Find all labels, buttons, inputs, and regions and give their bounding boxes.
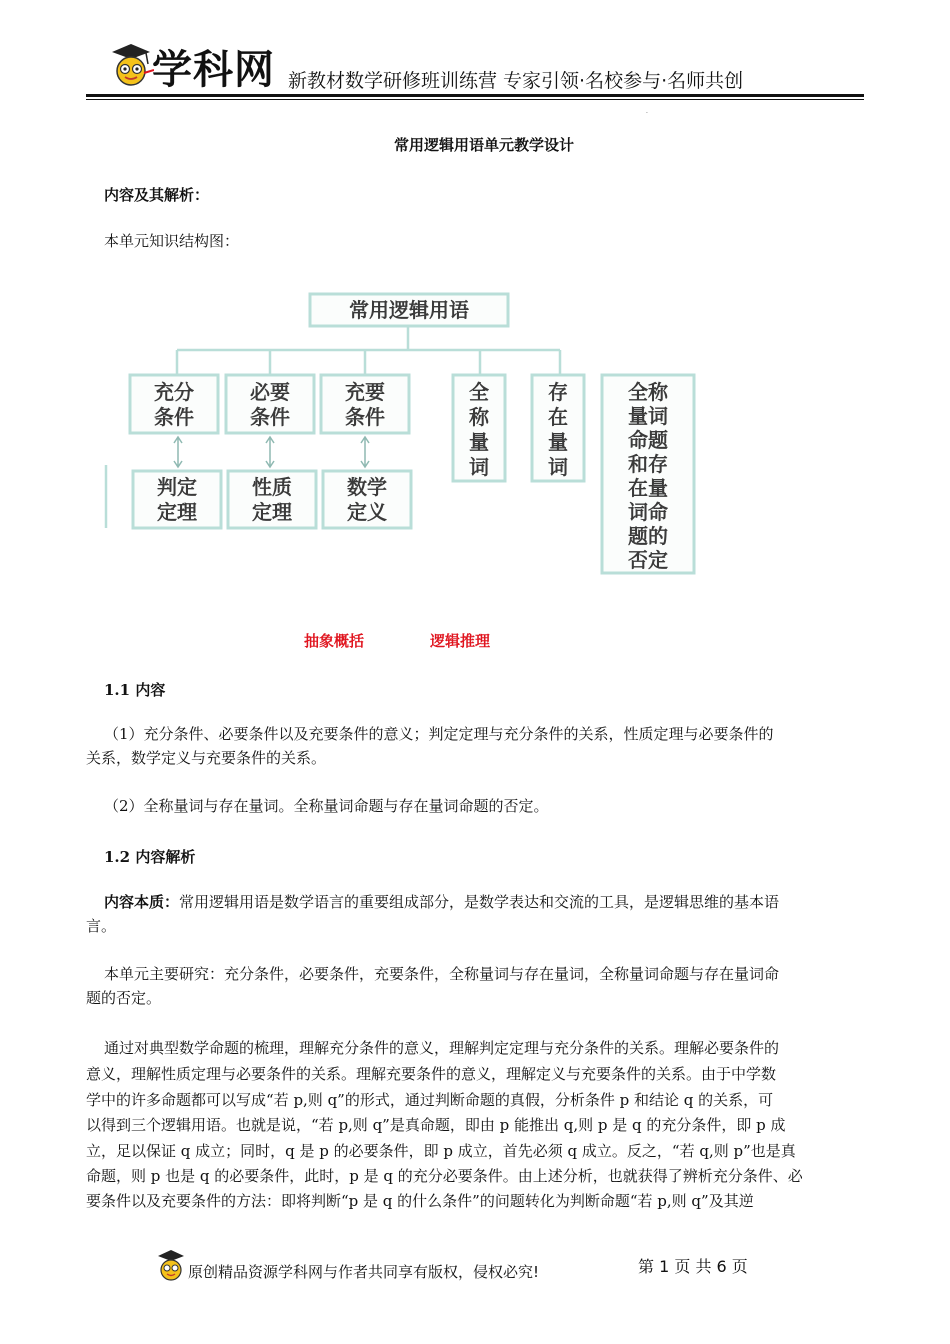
diagram-node-property-theorem xyxy=(228,471,316,528)
knowledge-structure-diagram xyxy=(102,280,728,596)
node-negation-l3: 命题 xyxy=(628,428,668,452)
diagram-node-existential xyxy=(532,375,584,481)
node-necessary-l2: 条件 xyxy=(250,405,290,429)
node-iff-l1: 充要 xyxy=(345,380,385,404)
node-universal-c2: 称 xyxy=(469,405,489,429)
node-universal-c1: 全 xyxy=(469,380,489,404)
diagram-node-judge-theorem xyxy=(133,471,221,528)
node-negation-l4: 和存 xyxy=(628,452,668,476)
node-negation-l7: 题的 xyxy=(628,524,668,548)
diagram-node-negation xyxy=(602,375,694,573)
content-item-2: （2）全称量词与存在量词。全称量词命题与存在量词命题的否定。 xyxy=(104,797,549,815)
node-sufficient-l2: 条件 xyxy=(154,405,194,429)
node-sufficient-l1: 充分 xyxy=(154,380,194,404)
section-heading-content: 内容及其解析： xyxy=(104,186,210,204)
para-line-5: 立，足以保证 q 成立；同时，q 是 p 的必要条件，即 p 成立，首先必须 q 成立。反之，“若 q,则 p”也是真 xyxy=(86,1142,796,1160)
study-line1: 本单元主要研究：充分条件，必要条件，充要条件，全称量词与存在量词，全称量词命题与存在量词命 xyxy=(104,965,780,983)
para-line-4: 以得到三个逻辑用语。也就是说，“若 p,则 q”是真命题，即由 p 能推出 q,则 p 是 q 的充分条件，即 p 成 xyxy=(86,1116,786,1134)
node-negation-l2: 量词 xyxy=(628,404,668,428)
diagram-node-definition xyxy=(323,471,411,528)
node-negation-l1: 全称 xyxy=(628,380,668,404)
footer-mascot-icon xyxy=(156,1248,186,1284)
para-line-6: 命题，则 p 也是 q 的必要条件，此时，p 是 q 的充分必要条件。由上述分析，也就获得了辨析充分条件、必 xyxy=(86,1167,803,1185)
node-property-l1: 性质 xyxy=(252,475,292,499)
node-judge-l1: 判定 xyxy=(157,475,197,499)
footer-copyright: 原创精品资源学科网与作者共同享有版权，侵权必究! xyxy=(188,1263,540,1281)
header-slogan: 新教材数学研修班训练营 专家引领·名校参与·名师共创 xyxy=(288,70,744,92)
decor-dot: · xyxy=(646,110,648,117)
page-number: 第 1 页 共 6 页 xyxy=(638,1257,748,1276)
content-item-1-line1: （1）充分条件、必要条件以及充要条件的意义；判定定理与充分条件的关系，性质定理与必要条件的 xyxy=(104,725,774,743)
node-definition-l2: 定义 xyxy=(347,500,387,524)
diagram-root-label: 常用逻辑用语 xyxy=(349,298,469,322)
content-item-1-line2: 关系，数学定义与充要条件的关系。 xyxy=(86,749,327,767)
header-rule-thin xyxy=(86,99,864,100)
logo-mascot-icon xyxy=(108,40,154,92)
essence-text: 常用逻辑用语是数学语言的重要组成部分，是数学表达和交流的工具，是逻辑思维的基本语 xyxy=(179,893,780,911)
doc-title: 常用逻辑用语单元教学设计 xyxy=(393,136,574,154)
logo-text: 学科网 xyxy=(152,47,275,93)
diagram-node-sufficient xyxy=(130,375,218,433)
para-line-7: 要条件以及充要条件的方法：即将判断“p 是 q 的什么条件”的问题转化为判断命题“若 p,则 q”及其逆 xyxy=(86,1192,754,1210)
tag-abstract: 抽象概括 xyxy=(304,632,365,650)
diagram-node-universal xyxy=(453,375,505,481)
essence-line1 xyxy=(104,890,779,914)
heading-1-2: 1.2 内容解析 xyxy=(104,848,196,866)
node-existential-c1: 存 xyxy=(548,380,568,404)
node-negation-l6: 词命 xyxy=(628,500,668,524)
structure-intro: 本单元知识结构图： xyxy=(104,232,240,250)
tag-reasoning: 逻辑推理 xyxy=(430,632,491,650)
essence-label: 内容本质： xyxy=(104,893,180,911)
node-universal-c4: 词 xyxy=(469,455,489,479)
node-negation-l5: 在量 xyxy=(628,476,668,500)
header-rule xyxy=(86,94,864,97)
essence-line2: 言。 xyxy=(86,917,117,935)
node-existential-c3: 量 xyxy=(548,430,568,454)
para-line-3: 学中的许多命题都可以写成“若 p,则 q”的形式，通过判断命题的真假，分析条件 p 和结论 q 的关系，可 xyxy=(86,1091,774,1109)
diagram-node-iff xyxy=(321,375,409,433)
study-line2: 题的否定。 xyxy=(86,989,162,1007)
diagram-arrows xyxy=(174,437,369,467)
para-line-2: 意义，理解性质定理与必要条件的关系。理解充要条件的意义，理解定义与充要条件的关系。由于中学数 xyxy=(86,1065,777,1083)
node-property-l2: 定理 xyxy=(252,500,292,524)
diagram-node-necessary xyxy=(226,375,314,433)
node-universal-c3: 量 xyxy=(469,430,489,454)
node-definition-l1: 数学 xyxy=(347,475,387,499)
node-negation-l8: 否定 xyxy=(628,548,668,572)
node-judge-l2: 定理 xyxy=(157,500,197,524)
node-existential-c2: 在 xyxy=(548,405,568,429)
para-line-1: 通过对典型数学命题的梳理，理解充分条件的意义，理解判定定理与充分条件的关系。理解必要条件的 xyxy=(104,1039,780,1057)
node-necessary-l1: 必要 xyxy=(250,380,290,404)
node-existential-c4: 词 xyxy=(548,455,568,479)
heading-1-1: 1.1 内容 xyxy=(104,681,166,699)
node-iff-l2: 条件 xyxy=(345,405,385,429)
